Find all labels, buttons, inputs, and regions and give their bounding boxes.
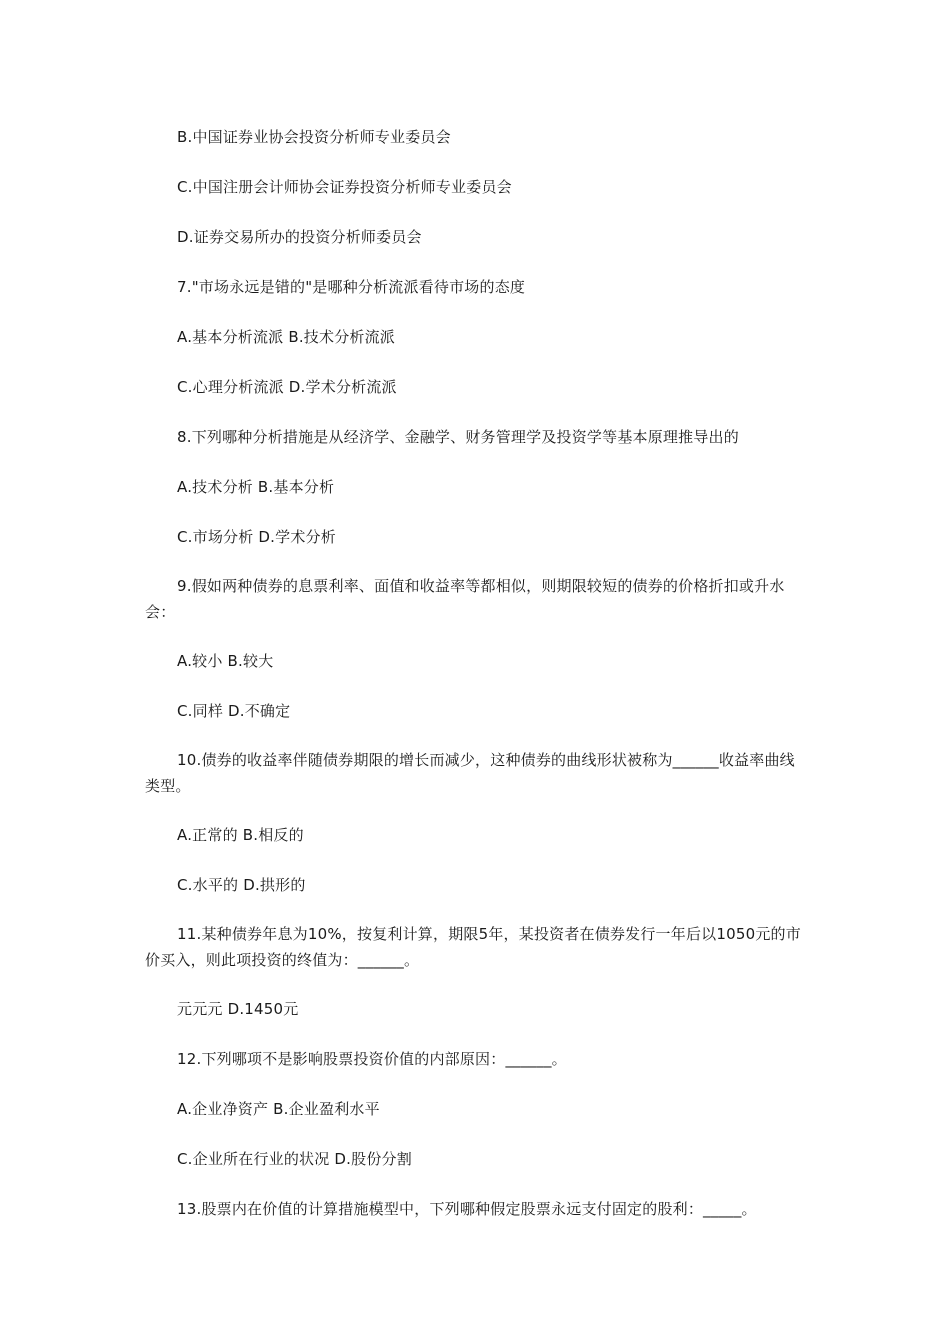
option-6d: D.证券交易所办的投资分析师委员会 (177, 228, 422, 246)
options-12cd: C.企业所在行业的状况 D.股份分割 (177, 1150, 412, 1168)
options-12ab: A.企业净资产 B.企业盈利水平 (177, 1100, 380, 1118)
options-10cd: C.水平的 D.拱形的 (177, 876, 306, 894)
options-11: 元元元 D.1450元 (177, 1000, 299, 1018)
question-11: 11.某种债券年息为10%，按复利计算，期限5年，某投资者在债券发行一年后以1050元的市价买入，则此项投资的终值为：______。 (145, 925, 801, 969)
question-9: 9.假如两种债券的息票利率、面值和收益率等都相似，则期限较短的债券的价格折扣或升水会： (145, 577, 785, 621)
options-9cd: C.同样 D.不确定 (177, 702, 291, 720)
question-12: 12.下列哪项不是影响股票投资价值的内部原因：______。 (177, 1050, 567, 1068)
options-9ab: A.较小 B.较大 (177, 652, 274, 670)
question-8: 8.下列哪种分析措施是从经济学、金融学、财务管理学及投资学等基本原理推导出的 (177, 428, 739, 446)
question-13: 13.股票内在价值的计算措施模型中，下列哪种假定股票永远支付固定的股利：_____。 (177, 1200, 757, 1218)
options-7ab: A.基本分析流派 B.技术分析流派 (177, 328, 395, 346)
options-8ab: A.技术分析 B.基本分析 (177, 478, 335, 496)
options-8cd: C.市场分析 D.学术分析 (177, 528, 336, 546)
question-10: 10.债券的收益率伴随债券期限的增长而减少，这种债券的曲线形状被称为______收益率曲线类型。 (145, 751, 795, 795)
options-7cd: C.心理分析流派 D.学术分析流派 (177, 378, 397, 396)
option-6c: C.中国注册会计师协会证券投资分析师专业委员会 (177, 178, 512, 196)
question-7: 7."市场永远是错的"是哪种分析流派看待市场的态度 (177, 278, 526, 296)
options-10ab: A.正常的 B.相反的 (177, 826, 304, 844)
option-6b: B.中国证券业协会投资分析师专业委员会 (177, 128, 451, 146)
